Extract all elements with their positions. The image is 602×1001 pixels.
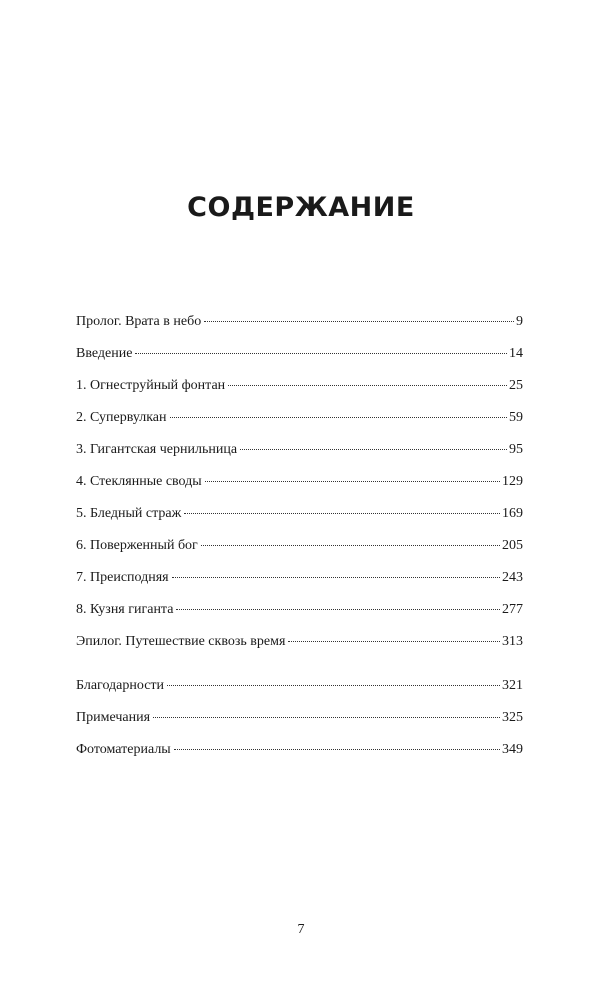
toc-entry[interactable] <box>76 314 523 346</box>
toc-entry[interactable] <box>76 634 523 666</box>
toc-entry-page: 169 <box>502 506 523 521</box>
toc-entry[interactable] <box>76 538 523 570</box>
toc-main-list <box>76 314 523 666</box>
toc-entry-label: Пролог. Врата в небо <box>76 314 202 329</box>
dot-leader <box>240 449 507 450</box>
dot-leader <box>174 749 500 750</box>
toc-entry-page: 321 <box>502 678 523 693</box>
dot-leader <box>184 513 500 514</box>
toc-entry[interactable] <box>76 506 523 538</box>
toc-entry[interactable] <box>76 442 523 474</box>
toc-entry[interactable] <box>76 742 523 774</box>
toc-entry-page: 243 <box>502 570 523 585</box>
toc-entry-label: 2. Супервулкан <box>76 410 167 425</box>
dot-leader <box>201 545 500 546</box>
toc-entry-page: 14 <box>509 346 523 361</box>
toc-entry-label: Благодарности <box>76 678 165 693</box>
toc-entry-page: 313 <box>502 634 523 649</box>
dot-leader <box>228 385 507 386</box>
dot-leader <box>288 641 500 642</box>
toc-entry[interactable] <box>76 570 523 602</box>
dot-leader <box>170 417 508 418</box>
toc-back-matter-list <box>76 678 523 774</box>
dot-leader <box>204 321 514 322</box>
dot-leader <box>205 481 500 482</box>
toc-entry-label: Эпилог. Путешествие сквозь время <box>76 634 286 649</box>
toc-entry-label: Фотоматериалы <box>76 742 171 757</box>
toc-entry-label: 8. Кузня гиганта <box>76 602 174 617</box>
toc-entry-label: 5. Бледный страж <box>76 506 182 521</box>
toc-entry-label: Введение <box>76 346 133 361</box>
toc-entry-label: Примечания <box>76 710 151 725</box>
toc-entry-page: 95 <box>509 442 523 457</box>
toc-entry-label: 3. Гигантская чернильница <box>76 442 238 457</box>
toc-entry-label: 7. Преисподняя <box>76 570 169 585</box>
dot-leader <box>135 353 507 354</box>
toc-entry[interactable] <box>76 678 523 710</box>
toc-entry[interactable] <box>76 602 523 634</box>
dot-leader <box>167 685 500 686</box>
toc-entry-page: 277 <box>502 602 523 617</box>
toc-entry-page: 59 <box>509 410 523 425</box>
toc-entry[interactable] <box>76 474 523 506</box>
page-title: СОДЕРЖАНИЕ <box>187 192 415 223</box>
toc-entry-page: 349 <box>502 742 523 757</box>
dot-leader <box>153 717 500 718</box>
toc-entry-label: 1. Огнеструйный фонтан <box>76 378 226 393</box>
dot-leader <box>172 577 500 578</box>
toc-entry[interactable] <box>76 378 523 410</box>
toc-entry-page: 9 <box>516 314 523 329</box>
toc-entry-label: 6. Поверженный бог <box>76 538 198 553</box>
dot-leader <box>176 609 500 610</box>
toc-entry[interactable] <box>76 410 523 442</box>
toc-entry-page: 325 <box>502 710 523 725</box>
toc-entry[interactable] <box>76 346 523 378</box>
page-number: 7 <box>297 922 305 937</box>
toc-entry-page: 25 <box>509 378 523 393</box>
toc-entry-page: 129 <box>502 474 523 489</box>
toc-entry[interactable] <box>76 710 523 742</box>
toc-entry-page: 205 <box>502 538 523 553</box>
toc-entry-label: 4. Стеклянные своды <box>76 474 202 489</box>
